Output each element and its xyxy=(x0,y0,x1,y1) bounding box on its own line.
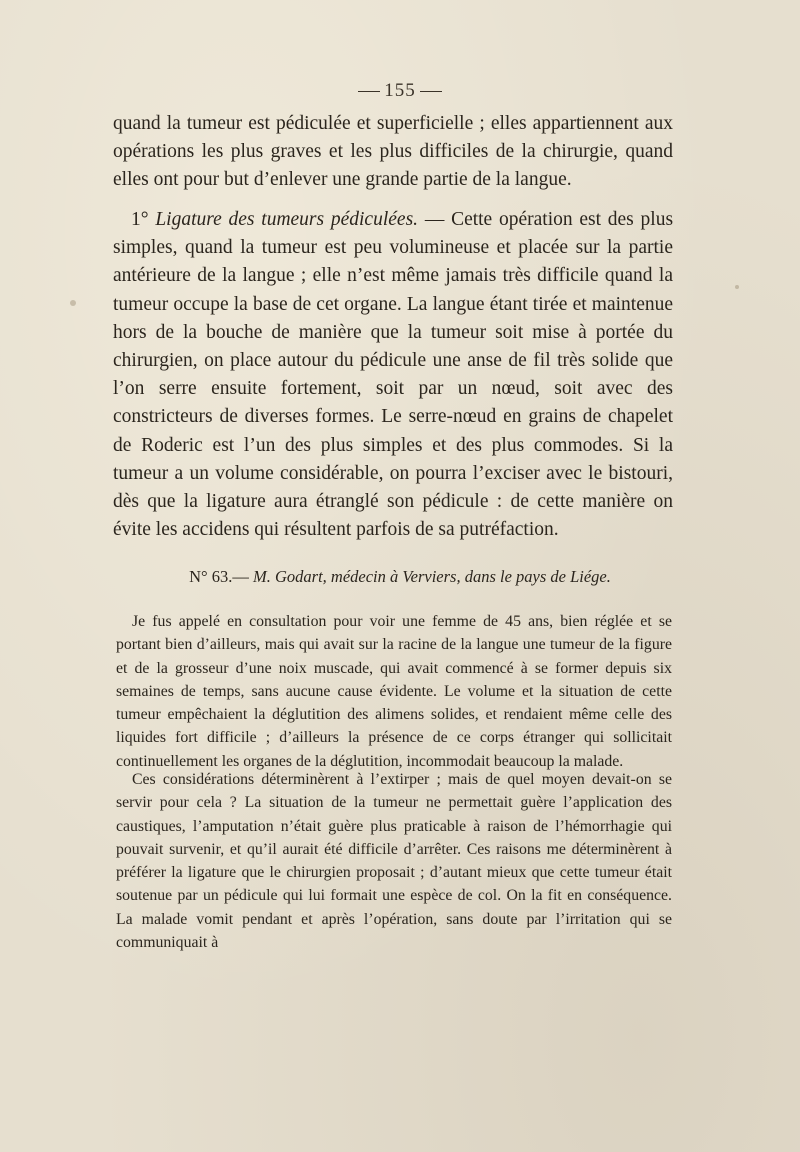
page-number-right-dash xyxy=(420,91,442,92)
case-heading xyxy=(0,567,800,587)
case-number: N° 63.— xyxy=(189,567,249,586)
case-paragraph-2: Ces considérations déterminèrent à l’extirper ; mais de quel moyen devait-on se servir pour cela ? La situation de la tumeur ne permettait guère l’application des caustiques, l’amputation n’était guère plus praticable à raison de l’hémorrhagie qui pouvait survenir, et qu’il aurait été difficile d’arrêter. Ces raisons me déterminèrent à préférer la ligature que le chirurgien proposait ; d’autant mieux que cette tumeur était soutenue par un pédicule qui lui formait une espèce de col. On la fit en conséquence. La malade vomit pendant et après l’opération, sans doute par l’irritation qui se communiquait à xyxy=(116,771,672,952)
case-paragraph-1: Je fus appelé en consultation pour voir une femme de 45 ans, bien réglée et se portant bien d’ailleurs, mais qui avait sur la racine de la langue une tumeur de la figure et de la grosseur d’une noix muscade, qui avait commencé à se former depuis six semaines de temps, sans aucune cause évidente. Le volume et la situation de cette tumeur empêchaient la déglutition des alimens solides, et rendaient même celle des liquides fort difficile ; d’ailleurs la présence de ce corps étranger qui sollicitait continuellement les organes de la déglutition, incommodait beaucoup la malade. xyxy=(116,613,672,770)
section-number: 1° xyxy=(131,209,149,230)
paragraph-ligature xyxy=(113,206,673,544)
page-number xyxy=(0,80,800,102)
page-number-left-dash xyxy=(358,91,380,92)
paper-stain xyxy=(70,300,76,306)
case-title: M. Godart, médecin à Verviers, dans le pays de Liége. xyxy=(253,567,611,586)
section-heading: Ligature des tumeurs pédiculées. xyxy=(155,209,419,230)
section-body: — Cette opération est des plus simples, quand la tumeur est peu volumineuse et placée sur la partie antérieure de la langue ; elle n’est même jamais très difficile quand la tumeur occupe la base de cet organe. La langue étant tirée et maintenue hors de la bouche de manière que la tumeur soit mise à portée du chirurgien, on place autour du pédicule une anse de fil très solide que l’on serre ensuite fortement, soit par un nœud, soit avec des constricteurs de diverses formes. Le serre-nœud en grains de chapelet de Roderic est l’un des plus simples et des plus commodes. Si la tumeur a un volume considérable, on pourra l’exciser avec le bistouri, dès que la ligature aura étranglé son pédicule : de cette manière on évite les accidens qui résultent parfois de sa putréfaction. xyxy=(113,209,674,541)
page-number-value: 155 xyxy=(384,80,416,101)
paragraph-continuation: quand la tumeur est pédiculée et superficielle ; elles appartiennent aux opérations les plus graves et les plus difficiles de la chirurgie, quand elles ont pour but d’enlever une grande partie de la langue. xyxy=(113,113,673,191)
paper-stain xyxy=(735,285,739,289)
